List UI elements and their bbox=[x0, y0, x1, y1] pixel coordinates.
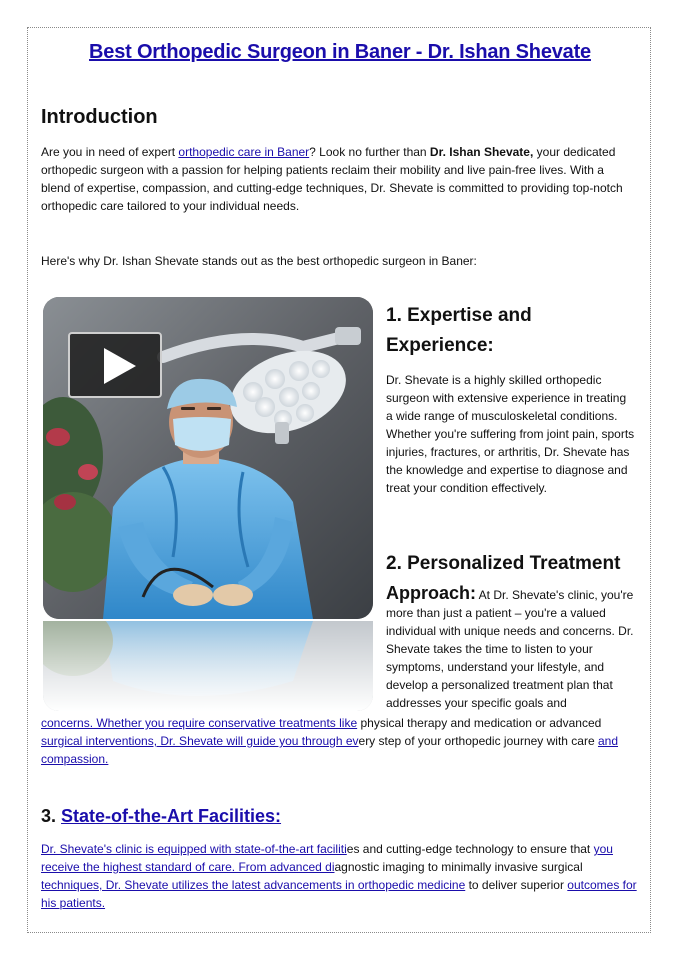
reflection-graphic bbox=[43, 621, 373, 711]
section3-text-b: agnostic imaging to minimally invasive surgical bbox=[334, 860, 583, 874]
section3-number: 3. bbox=[41, 806, 62, 826]
section3-text bbox=[41, 840, 641, 912]
surgical-interventions-link[interactable]: surgical interventions, Dr. Shevate will guide you through ev bbox=[41, 734, 359, 748]
section3-text-c: to deliver superior bbox=[465, 878, 568, 892]
outcomes-link[interactable]: outcomes for his patients. bbox=[41, 878, 637, 910]
concerns-link[interactable]: concerns. Whether you require conservative treatments like bbox=[41, 716, 358, 730]
standard-of-care-link[interactable]: you receive the highest standard of care. From advanced di bbox=[41, 842, 613, 874]
play-icon[interactable] bbox=[68, 332, 162, 398]
section1-text: Dr. Shevate is a highly skilled orthopedic surgeon with extensive experience in treating a wide range of musculoskeletal conditions. Whether you're suffering from joint pain, sports injuries, fractures, or arthritis, Dr. Shevate has the knowledge and expertise to diagnose and treat your condition effectively. bbox=[386, 373, 635, 495]
section3-heading bbox=[41, 806, 281, 827]
section2-cont-text-a: physical therapy and medication or advanced bbox=[357, 716, 602, 730]
section2-lead: Approach: bbox=[386, 583, 476, 603]
intro-paragraph bbox=[41, 143, 631, 215]
clinic-link[interactable]: Dr. Shevate's clinic is equipped with state-of-the-art faciliti bbox=[41, 842, 347, 856]
surgeon-video-thumbnail[interactable] bbox=[43, 297, 373, 619]
facilities-heading-link[interactable]: State-of-the-Art Facilities: bbox=[61, 806, 282, 826]
intro-text-c: your dedicated orthopedic surgeon with a passion for helping patients reclaim their mobility and live pain-free lives. With a blend of expertise, compassion, and cutting-edge techniques, Dr. Shevate is committed to providing top-notch orthopedic care tailored to your individual needs. bbox=[41, 145, 623, 213]
play-triangle bbox=[104, 348, 136, 384]
section2-text bbox=[386, 584, 636, 712]
compassion-link[interactable]: and compassion. bbox=[41, 734, 619, 766]
section2-continuation bbox=[41, 714, 641, 768]
section2-heading: 2. Personalized Treatment bbox=[386, 553, 621, 574]
intro-heading: Introduction bbox=[41, 106, 158, 128]
intro-text-b: ? Look no further than bbox=[309, 145, 430, 159]
section2-body: At Dr. Shevate's clinic, you're more than just a patient – you're a valued individual with unique needs and concerns. Dr. Shevate takes the time to listen to your symptoms, understand your lifestyle, and develop a personalized treatment plan that addresses your specific goals and bbox=[386, 588, 634, 710]
page-title[interactable]: Best Orthopedic Surgeon in Baner - Dr. Ishan Shevate bbox=[89, 41, 591, 63]
techniques-link[interactable]: techniques, Dr. Shevate utilizes the latest advancements in orthopedic medicine bbox=[41, 878, 466, 892]
intro-text-a: Are you in need of expert bbox=[41, 145, 179, 159]
document-page bbox=[27, 27, 651, 933]
intro-paragraph-2: Here's why Dr. Ishan Shevate stands out as the best orthopedic surgeon in Baner: bbox=[41, 254, 477, 268]
photo-reflection bbox=[43, 621, 373, 711]
section2-cont-text-b: ery step of your orthopedic journey with care bbox=[358, 734, 598, 748]
doctor-name: Dr. Ishan Shevate, bbox=[429, 145, 534, 159]
orthopedic-care-link[interactable]: orthopedic care in Baner bbox=[178, 145, 310, 159]
section1-heading: 1. Expertise and Experience: bbox=[386, 305, 532, 356]
section3-text-a: es and cutting-edge technology to ensure that bbox=[346, 842, 594, 856]
